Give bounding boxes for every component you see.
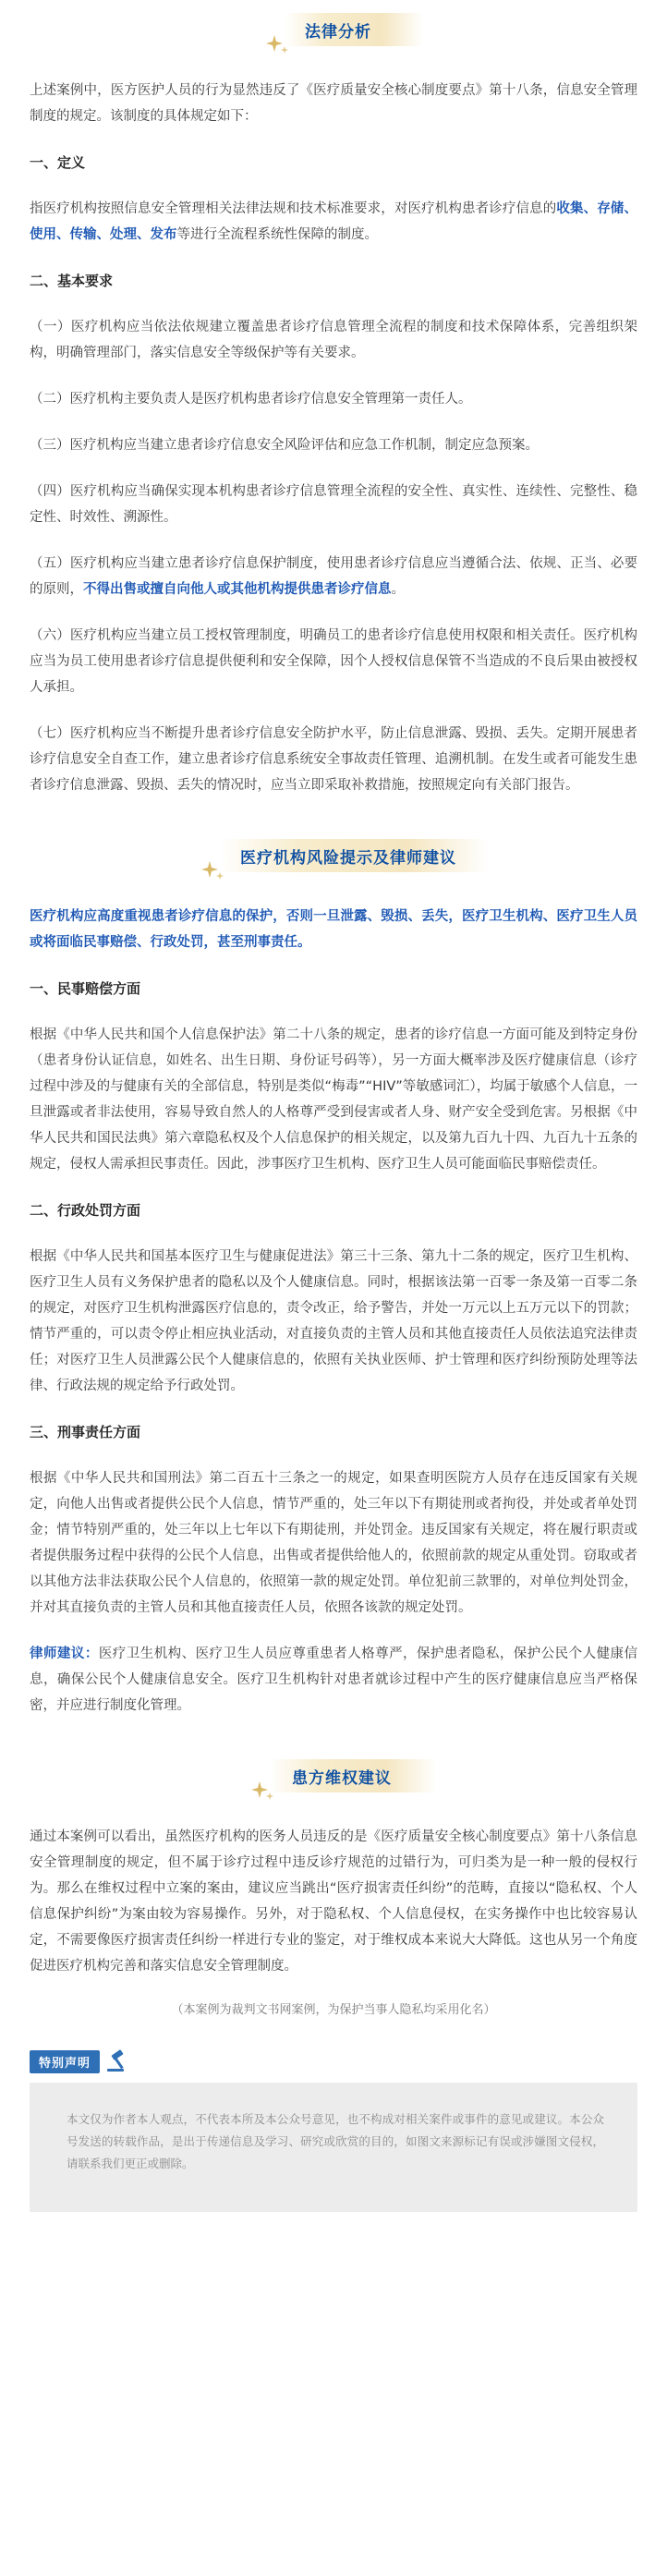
risk-lead: 医疗机构应高度重视患者诊疗信息的保护，否则一旦泄露、毁损、丢失，医疗卫生机构、医疗卫生人员或将面临民事赔偿、行政处罚，甚至刑事责任。 [30, 909, 637, 950]
requirement-6: （六）医疗机构应当建立员工授权管理制度，明确员工的患者诊疗信息使用权限和相关责任。医疗机构应当为员工使用患者诊疗信息提供便利和安全保障，因个人授权信息保管不当造成的不良后果由被授权人承担。 [30, 628, 637, 695]
requirement-2: （二）医疗机构主要负责人是医疗机构患者诊疗信息安全管理第一责任人。 [30, 392, 472, 407]
declaration-tag: 特别声明 [30, 2050, 100, 2073]
requirement-5-text: （五）医疗机构应当建立患者诊疗信息保护制度，使用患者诊疗信息应当遵循合法、依规、正当、必要的原则， [30, 556, 637, 597]
definition-paragraph [30, 196, 637, 248]
admin-heading: 二、行政处罚方面 [30, 1202, 141, 1219]
requirement-7: （七）医疗机构应当不断提升患者诊疗信息安全防护水平，防止信息泄露、毁损、丢失。定期开展患者诊疗信息安全自查工作，建立患者诊疗信息系统安全事故责任管理、追溯机制。在发生或者可能发生患者诊疗信息泄露、毁损、丢失的情况时，应当立即采取补救措施，按照规定向有关部门报告。 [30, 726, 637, 793]
declaration-box [30, 2083, 637, 2212]
gavel-icon [103, 2049, 133, 2073]
criminal-heading: 三、刑事责任方面 [30, 1424, 141, 1440]
section-title: 法律分析 [305, 23, 371, 42]
section-header-risk-advice [30, 826, 637, 904]
requirements-heading: 二、基本要求 [30, 273, 114, 289]
lawyer-advice [30, 1641, 637, 1719]
admin-paragraph: 根据《中华人民共和国基本医疗卫生与健康促进法》第三十三条、第九十二条的规定，医疗卫生机构、医疗卫生人员有义务保护患者的隐私以及个人健康信息。同时，根据该法第一百零一条及第一百零二条的规定，对医疗卫生机构泄露医疗信息的，责令改正，给予警告，并处一万元以上五万元以下的罚款；情节严重的，可以责令停止相应执业活动，对直接负责的主管人员和其他直接责任人员依法追究法律责任；对医疗卫生人员泄露公民个人健康信息的，依照有关执业医师、护士管理和医疗纠纷预防处理等法律、行政法规的规定给予行政处罚。 [30, 1249, 637, 1393]
definition-text-end: 等进行全流程系统性保障的制度。 [176, 227, 378, 242]
requirement-1: （一）医疗机构应当依法依规建立覆盖患者诊疗信息管理全流程的制度和技术保障体系，完善组织架构，明确管理部门，落实信息安全等级保护等有关要求。 [30, 320, 637, 360]
civil-paragraph: 根据《中华人民共和国个人信息保护法》第二十八条的规定，患者的诊疗信息一方面可能及到特定身份（患者身份认证信息，如姓名、出生日期、身份证号码等），另一方面大概率涉及医疗健康信息（诊疗过程中涉及的与健康有关的全部信息，特别是类似“梅毒”“HIV”等敏感词汇），均属于敏感个人信息，一旦泄露或者非法使用，容易导致自然人的人格尊严受到侵害或者人身、财产安全受到危害。另根据《中华人民共和国民法典》第六章隐私权及个人信息保护的相关规定，以及第九百九十四、九百九十五条的规定，侵权人需承担民事责任。因此，涉事医疗卫生机构、医疗卫生人员可能面临民事赔偿责任。 [30, 1027, 637, 1172]
definition-heading: 一、定义 [30, 154, 86, 171]
section-title: 患方维权建议 [292, 1769, 392, 1788]
definition-text: 指医疗机构按照信息安全管理相关法律法规和技术标准要求，对医疗机构患者诊疗信息的 [30, 201, 557, 216]
section-title: 医疗机构风险提示及律师建议 [240, 849, 456, 868]
requirement-5 [30, 551, 637, 602]
section-header-legal-analysis [30, 0, 637, 78]
advice-text: 医疗卫生机构、医疗卫生人员应尊重患者人格尊严，保护患者隐私，保护公民个人健康信息，确保公民个人健康信息安全。医疗卫生机构针对患者就诊过程中产生的医疗健康信息应当严格保密，并应进行制度化管理。 [30, 1646, 637, 1713]
intro-paragraph: 上述案例中，医方医护人员的行为显然违反了《医疗质量安全核心制度要点》第十八条，信息安全管理制度的规定。该制度的具体规定如下： [30, 83, 637, 124]
section-header-patient-advice [30, 1746, 637, 1824]
civil-heading: 一、民事赔偿方面 [30, 980, 141, 997]
advice-label: 律师建议： [30, 1646, 99, 1661]
patient-advice-paragraph: 通过本案例可以看出，虽然医疗机构的医务人员违反的是《医疗质量安全核心制度要点》第十八条信息安全管理制度的规定，但不属于诊疗过程中违反诊疗规范的过错行为，可归类为是一种一般的侵权行为。那么在维权过程中立案的案由，建议应当跳出“医疗损害责任纠纷”的范畴，直接以“隐私权、个人信息保护纠纷”为案由较为容易操作。另外，对于隐私权、个人信息侵权，在实务操作中也比较容易认定，不需要像医疗损害责任纠纷一样进行专业的鉴定，对于维权成本来说大大降低。这也从另一个角度促进医疗机构完善和落实信息安全管理制度。 [30, 1829, 637, 1974]
definition-highlight: 收集、存储、使用、传输、处理、发布 [30, 201, 637, 242]
case-note: （本案例为裁判文书网案例，为保护当事人隐私均采用化名） [171, 2003, 496, 2017]
declaration-text: 本文仅为作者本人观点，不代表本所及本公众号意见，也不构成对相关案件或事件的意见或建议。本公众号发送的转载作品，是出于传递信息及学习、研究或欣赏的目的，如图文来源标记有误或涉嫌图文侵权，请联系我们更正或删除。 [67, 2112, 604, 2170]
declaration-label [30, 2049, 637, 2073]
requirement-5-highlight: 不得出售或擅自向他人或其他机构提供患者诊疗信息 [83, 582, 392, 597]
requirement-3: （三）医疗机构应当建立患者诊疗信息安全风险评估和应急工作机制，制定应急预案。 [30, 438, 539, 453]
requirement-5-end: 。 [391, 582, 405, 597]
criminal-paragraph: 根据《中华人民共和国刑法》第二百五十三条之一的规定，如果查明医院方人员存在违反国家有关规定，向他人出售或者提供公民个人信息，情节严重的，处三年以下有期徒刑或者拘役，并处或者单处罚金；情节特别严重的，处三年以上七年以下有期徒刑，并处罚金。违反国家有关规定，将在履行职责或者提供服务过程中获得的公民个人信息，出售或者提供给他人的，依照前款的规定从重处罚。窃取或者以其他方法非法获取公民个人信息的，依照第一款的规定处罚。单位犯前三款罪的，对单位判处罚金，并对其直接负责的主管人员和其他直接责任人员，依照各该款的规定处罚。 [30, 1471, 637, 1615]
requirement-4: （四）医疗机构应当确保实现本机构患者诊疗信息管理全流程的安全性、真实性、连续性、完整性、稳定性、时效性、溯源性。 [30, 484, 637, 525]
